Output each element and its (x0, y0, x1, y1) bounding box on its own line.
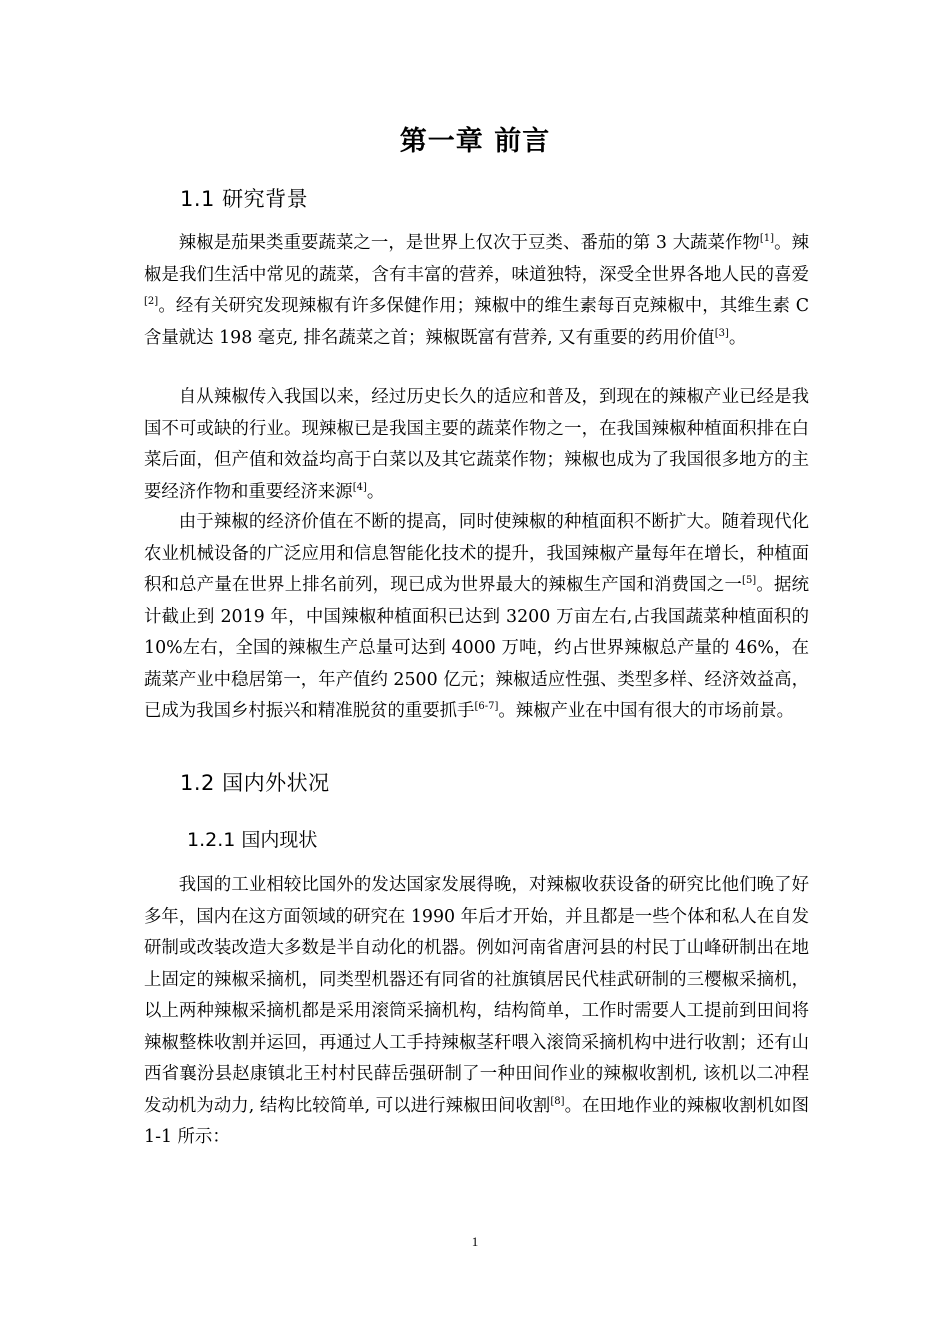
paragraph-domestic-status (144, 870, 809, 1154)
subsection-heading-1-2-1: 1.2.1 国内现状 (187, 829, 318, 851)
page-number: 1 (471, 1234, 479, 1249)
citation: [6-7] (474, 701, 499, 712)
paragraph-text: 。 (366, 481, 385, 502)
citation: [8] (550, 1095, 565, 1107)
paragraph-research-background-1 (144, 228, 809, 354)
paragraph-text: 。辣椒是我们生活中常见的蔬菜，含有丰富的营养，味道独特，深受全世界各地人民的喜爱 (144, 233, 809, 285)
section-heading-1-1: 1.1 研究背景 (180, 187, 309, 211)
paragraph-research-background-2 (144, 382, 809, 508)
citation: [5] (742, 575, 757, 586)
citation: [3] (714, 327, 729, 339)
paragraph-text: 。 (728, 327, 747, 348)
paragraph-text: 由于辣椒的经济价值在不断的提高，同时使辣椒的种植面积不断扩大。随着现代化农业机械设备的广泛应用和信息智能化技术的提升，我国辣椒产量每年在增长，种植面积和总产量在世界上排名前列，现已成为世界最大的辣椒生产国和消费国之一 (144, 512, 809, 595)
citation: [2] (144, 296, 159, 307)
paragraph-text: 自从辣椒传入我国以来，经过历史长久的适应和普及，到现在的辣椒产业已经是我国不可或缺的行业。现辣椒已是我国主要的蔬菜作物之一，在我国辣椒种植面积排在白菜后面，但产值和效益均高于白菜以及其它蔬菜作物；辣椒也成为了我国很多地方的主要经济作物和重要经济来源 (144, 387, 809, 502)
paragraph-text: 辣椒是茄果类重要蔬菜之一，是世界上仅次于豆类、番茄的第 3 大蔬菜作物 (178, 233, 760, 253)
chapter-title: 第一章 前言 (399, 126, 551, 157)
section-heading-1-2: 1.2 国内外状况 (180, 771, 330, 795)
paragraph-text: 。辣椒产业在中国有很大的市场前景。 (498, 701, 794, 721)
paragraph-text: 我国的工业相较比国外的发达国家发展得晚，对辣椒收获设备的研究比他们晚了好多年，国内在这方面领域的研究在 1990 年后才开始，并且都是一些个体和私人在自发研制或改装改造大多数是半自动化的机器。例如河南省唐河县的村民丁山峰研制出在地上固定的辣椒采摘机，同类型机器还有同省的社旗镇居民代桂武研制的三樱椒采摘机，以上两种辣椒采摘机都是采用滚筒采摘机构，结构简单，工作时需要人工提前到田间将辣椒整株收割并运回，再通过人工手持辣椒茎秆喂入滚筒采摘机构中进行收割；还有山西省襄汾县赵康镇北王村村民薛岳强研制了一种田间作业的辣椒收割机, 该机以二冲程发动机为动力, 结构比较简单, 可以进行辣椒田间收割 (144, 875, 809, 1116)
citation: [1] (759, 233, 775, 244)
citation: [4] (352, 481, 367, 493)
paragraph-text: 。经有关研究发现辣椒有许多保健作用；辣椒中的维生素每百克辣椒中，其维生素 C 含量就达 198 毫克, 排名蔬菜之首；辣椒既富有营养, 又有重要的药用价值 (144, 296, 809, 348)
paragraph-text: 。据统计截止到 2019 年，中国辣椒种植面积已达到 3200 万亩左右,占我国蔬菜种植面积的 10%左右，全国的辣椒生产总量可达到 4000 万吨，约占世界辣椒总产量的 46%，在蔬菜产业中稳居第一，年产值约 2500 亿元；辣椒适应性强、类型多样、经济效益高，已成为我国乡村振兴和精准脱贫的重要抓手 (144, 575, 809, 721)
paragraph-text: 。在田地作业的辣椒收割机如图 1-1 所示： (144, 1095, 809, 1147)
paragraph-research-background-3 (144, 507, 809, 728)
